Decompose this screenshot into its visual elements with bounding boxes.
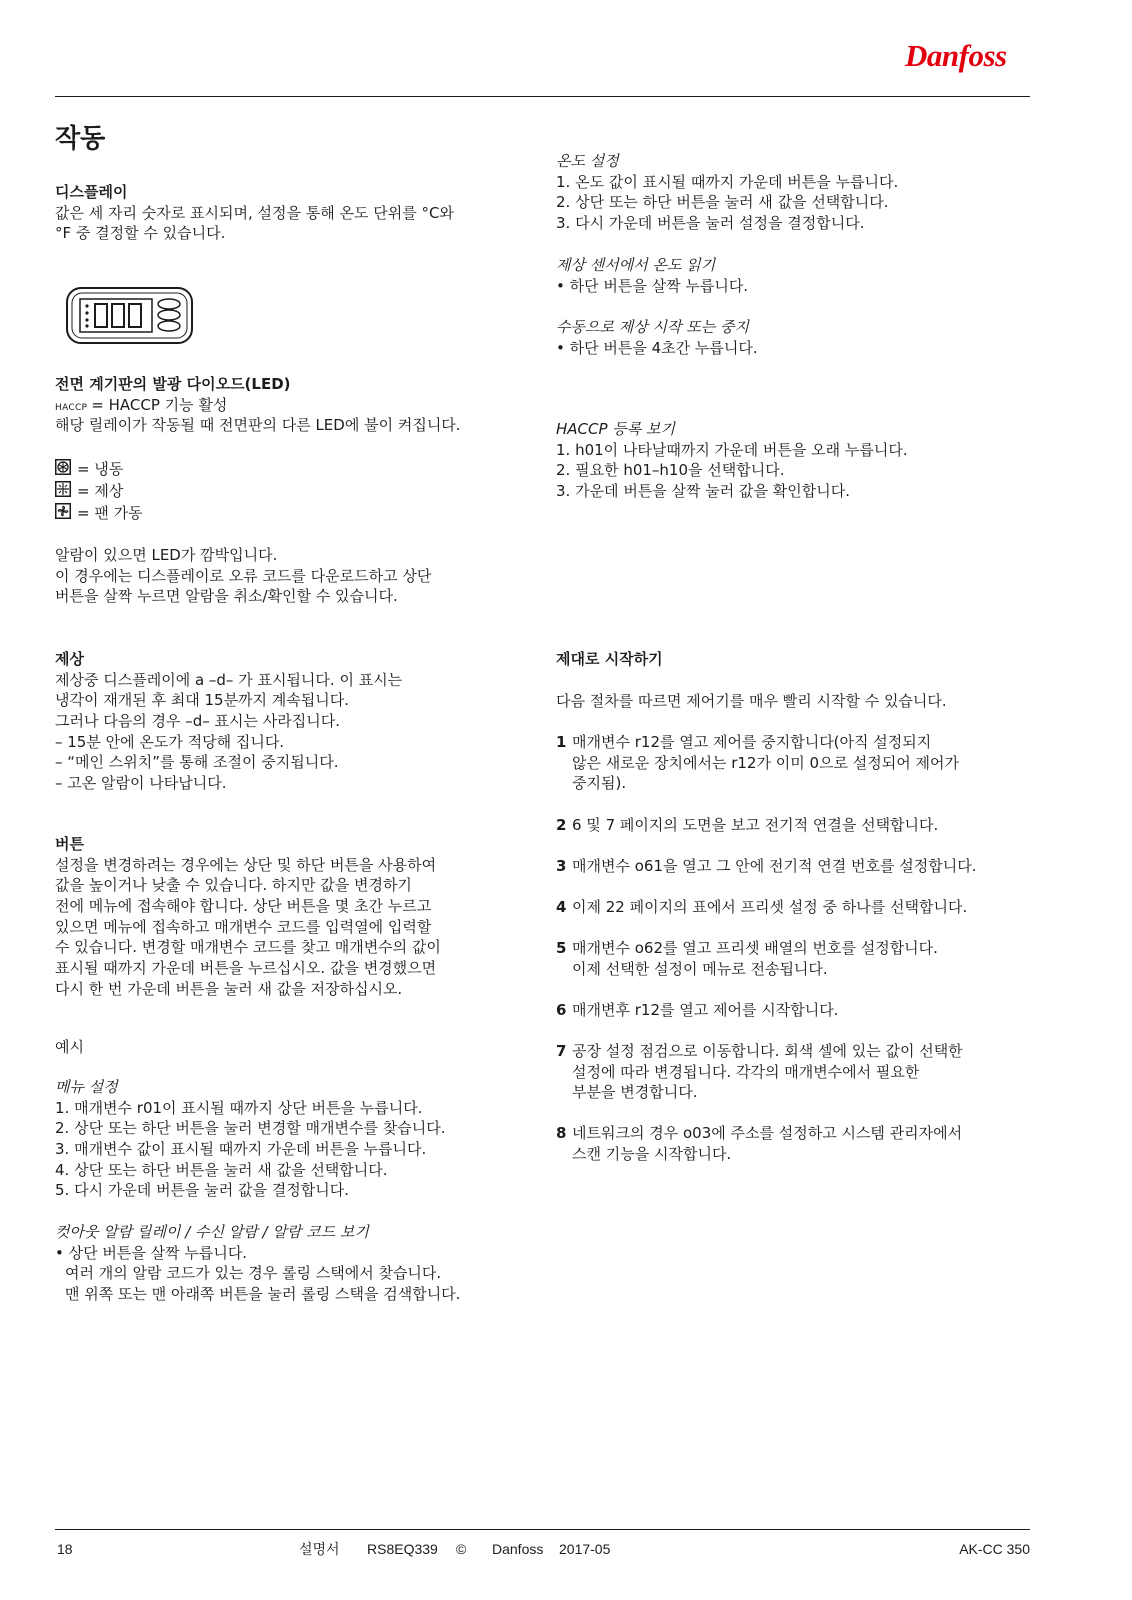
buttons-text-line: 값을 높이거나 낮출 수 있습니다. 하지만 값을 변경하기 [55, 876, 412, 895]
defrost-text-line: 제상중 디스플레이에 a –d– 가 표시됩니다. 이 표시는 [55, 670, 403, 689]
menu-setting-step: 2. 상단 또는 하단 버튼을 눌러 변경할 매개변수를 찾습니다. [55, 1119, 446, 1138]
step-text: 중지됨). [572, 774, 627, 793]
manual-defrost-heading: 수동으로 제상 시작 또는 중지 [556, 318, 749, 336]
fan-icon [55, 503, 77, 523]
cooling-icon [55, 459, 77, 479]
cutout-alarm-line: 맨 위쪽 또는 맨 아래쪽 버튼을 눌러 롤링 스택을 검색합니다. [65, 1285, 461, 1304]
step-text: 매개변수 r12를 열고 제어를 중지합니다(아직 설정되지 [572, 733, 932, 751]
temp-setting-section [556, 151, 898, 234]
haccp-view-heading: HACCP 등록 보기 [556, 420, 676, 438]
haccp-view-section [556, 419, 908, 502]
step-text: 매개변후 r12를 열고 제어를 시작합니다. [572, 1001, 839, 1019]
quick-start-step-1 [556, 732, 959, 794]
quick-start-step-2 [556, 815, 938, 836]
quick-start-intro-block [556, 691, 947, 712]
step-text: 부분을 변경합니다. [572, 1083, 698, 1102]
haccp-view-step: 1. h01이 나타날때까지 가운데 버튼을 오래 누릅니다. [556, 440, 908, 459]
manual-defrost-section [556, 317, 758, 358]
footer-product: AK-CC 350 [959, 1541, 1030, 1557]
alarm-text-line: 버튼을 살짝 누르면 알람을 취소/확인할 수 있습니다. [55, 587, 398, 606]
buttons-text-line: 표시될 때까지 가운데 버튼을 누르십시오. 값을 변경했으면 [55, 959, 437, 978]
temp-setting-step: 1. 온도 값이 표시될 때까지 가운데 버튼을 누릅니다. [556, 172, 899, 191]
step-text: 이제 선택한 설정이 메뉴로 전송됩니다. [572, 959, 828, 978]
defrost-text-line: 그러나 다음의 경우 –d– 표시는 사라집니다. [55, 712, 340, 731]
haccp-view-step: 3. 가운데 버튼을 살짝 눌러 값을 확인합니다. [556, 482, 851, 501]
footer-copyright: © [456, 1541, 467, 1557]
footer-doc-type: 설명서 [299, 1541, 340, 1557]
quick-start-step-3 [556, 856, 976, 877]
menu-setting-section [55, 1077, 446, 1201]
cutout-alarm-line: • 상단 버튼을 살짝 누릅니다. [55, 1243, 248, 1262]
step-number: 3 [556, 857, 567, 875]
step-number: 6 [556, 1001, 567, 1019]
menu-setting-heading: 메뉴 설정 [55, 1078, 118, 1096]
buttons-text-line: 전에 메뉴에 접속해야 합니다. 상단 버튼을 몇 초간 누르고 [55, 897, 432, 916]
step-text: 공장 설정 점검으로 이동합니다. 회색 셀에 있는 값이 선택한 [572, 1042, 963, 1060]
step-text: 6 및 7 페이지의 도면을 보고 전기적 연결을 선택합니다. [572, 816, 939, 834]
legend-label-cooling: = 냉동 [77, 459, 124, 478]
buttons-section [55, 834, 441, 1000]
step-number: 7 [556, 1042, 567, 1060]
menu-setting-step: 4. 상단 또는 하단 버튼을 눌러 새 값을 선택합니다. [55, 1160, 388, 1179]
step-number: 8 [556, 1124, 567, 1142]
defrost-icon [55, 481, 77, 501]
led-icon-legend [55, 458, 143, 524]
step-text: 이제 22 페이지의 표에서 프리셋 설정 중 하나를 선택합니다. [572, 898, 968, 916]
alarm-text-line: 이 경우에는 디스플레이로 오류 코드를 다운로드하고 상단 [55, 566, 432, 585]
step-text: 네트워크의 경우 o03에 주소를 설정하고 시스템 관리자에서 [572, 1124, 963, 1142]
step-number: 2 [556, 816, 567, 834]
step-number: 4 [556, 898, 567, 916]
led-description: 해당 릴레이가 작동될 때 전면판의 다른 LED에 불이 켜집니다. [55, 416, 461, 435]
defrost-sensor-heading: 제상 센서에서 온도 읽기 [556, 256, 716, 274]
display-heading: 디스플레이 [55, 183, 128, 201]
step-text: 매개변수 o62를 열고 프리셋 배열의 번호를 설정합니다. [572, 939, 938, 957]
quick-start-step-5 [556, 938, 938, 979]
legend-row-fan [55, 502, 143, 524]
step-number: 1 [556, 733, 567, 751]
alarm-text [55, 545, 431, 607]
footer-date: 2017-05 [559, 1541, 611, 1557]
buttons-text-line: 다시 한 번 가운데 버튼을 눌러 새 값을 저장하십시오. [55, 979, 403, 998]
cutout-alarm-line: 여러 개의 알람 코드가 있는 경우 롤링 스택에서 찾습니다. [65, 1264, 442, 1283]
menu-setting-step: 1. 매개변수 r01이 표시될 때까지 상단 버튼을 누릅니다. [55, 1098, 423, 1117]
haccp-legend [55, 395, 461, 416]
defrost-sensor-section [556, 255, 748, 296]
cutout-alarm-heading: 컷아웃 알람 릴레이 / 수신 알람 / 알람 코드 보기 [55, 1223, 369, 1241]
footer-rule [55, 1529, 1030, 1530]
defrost-text-line: 냉각이 재개된 후 최대 15분까지 계속됩니다. [55, 691, 350, 710]
header-rule [55, 96, 1030, 97]
temp-setting-step: 3. 다시 가운데 버튼을 눌러 설정을 결정합니다. [556, 214, 865, 233]
quick-start-intro: 다음 절차를 따르면 제어기를 매우 빨리 시작할 수 있습니다. [556, 692, 947, 710]
menu-setting-step: 3. 매개변수 값이 표시될 때까지 가운데 버튼을 누릅니다. [55, 1140, 427, 1159]
display-text-line: °F 중 결정할 수 있습니다. [55, 224, 226, 243]
haccp-view-step: 2. 필요한 h01–h10을 선택합니다. [556, 461, 785, 480]
legend-row-defrost [55, 480, 143, 502]
page-title: 작동 [55, 124, 106, 154]
page-number: 18 [57, 1541, 73, 1557]
defrost-heading: 제상 [55, 650, 84, 668]
quick-start-heading-block [556, 649, 663, 670]
defrost-text-line: – 고온 알람이 나타납니다. [55, 774, 227, 793]
controller-display-illustration [64, 285, 196, 351]
quick-start-step-7 [556, 1041, 963, 1103]
quick-start-step-6 [556, 1000, 838, 1021]
legend-label-fan: = 팬 가동 [77, 503, 143, 522]
quick-start-heading: 제대로 시작하기 [556, 650, 663, 668]
haccp-legend-text: = HACCP 기능 활성 [91, 395, 228, 414]
legend-row-cooling [55, 458, 143, 480]
footer-doc-code: RS8EQ339 [367, 1541, 438, 1557]
example-section [55, 1037, 84, 1058]
buttons-text-line: 있으면 메뉴에 접속하고 매개변수 코드를 입력열에 입력할 [55, 917, 432, 936]
step-text: 스캔 기능을 시작합니다. [572, 1144, 732, 1163]
menu-setting-step: 5. 다시 가운데 버튼을 눌러 값을 결정합니다. [55, 1181, 350, 1200]
defrost-text-line: – “메인 스위치”를 통해 조절이 중지됩니다. [55, 753, 339, 772]
cutout-alarm-section [55, 1222, 460, 1305]
display-text-line: 값은 세 자리 숫자로 표시되며, 설정을 통해 온도 단위를 °C와 [55, 203, 454, 222]
step-text: 매개변수 o61을 열고 그 안에 전기적 연결 번호를 설정합니다. [572, 857, 977, 875]
defrost-sensor-line: • 하단 버튼을 살짝 누릅니다. [556, 276, 749, 295]
temp-setting-step: 2. 상단 또는 하단 버튼을 눌러 새 값을 선택합니다. [556, 193, 889, 212]
buttons-text-line: 수 있습니다. 변경할 매개변수 코드를 찾고 매개변수의 값이 [55, 938, 441, 957]
step-text: 않은 새로운 장치에서는 r12가 이미 0으로 설정되어 제어가 [572, 753, 959, 772]
defrost-section [55, 649, 402, 794]
step-number: 5 [556, 939, 567, 957]
alarm-text-line: 알람이 있으면 LED가 깜박입니다. [55, 546, 278, 564]
defrost-text-line: – 15분 안에 온도가 적당해 집니다. [55, 732, 285, 751]
display-section [55, 182, 454, 244]
buttons-heading: 버튼 [55, 835, 84, 853]
legend-label-defrost: = 제상 [77, 481, 124, 500]
manual-defrost-line: • 하단 버튼을 4초간 누릅니다. [556, 338, 758, 357]
quick-start-step-4 [556, 897, 967, 918]
danfoss-logo: Danfoss [905, 38, 1007, 73]
quick-start-step-8 [556, 1123, 962, 1164]
haccp-abbreviation: HACCP [55, 402, 88, 413]
step-text: 설정에 따라 변경됩니다. 각각의 매개변수에서 필요한 [572, 1062, 920, 1081]
footer-brand: Danfoss [492, 1541, 544, 1557]
led-heading: 전면 계기판의 발광 다이오드(LED) [55, 375, 291, 393]
buttons-text-line: 설정을 변경하려는 경우에는 상단 및 하단 버튼을 사용하여 [55, 855, 437, 874]
example-label: 예시 [55, 1038, 84, 1056]
temp-setting-heading: 온도 설정 [556, 152, 619, 170]
led-section [55, 374, 461, 436]
